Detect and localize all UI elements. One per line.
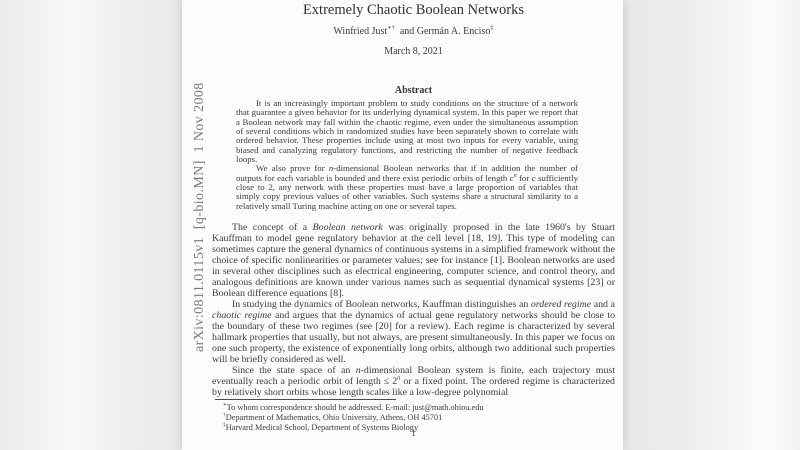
abstract-paragraph: We also prove for n-dimensional Boolean networks that if in addition the number of outputs for each variable is bounded and there exist periodic orbits of length $c^n$ for c sufficiently close to 2, any network with these properties must have a large proportion of variables that simply copy previous values of other variables. Such systems share a structural similarity to a relatively small Turing machine acting on one or several tapes. <box>236 163 578 211</box>
arxiv-watermark: arXiv:0811.0115v1 [q-bio.MN] 1 Nov 2008 <box>192 82 207 352</box>
abstract-heading: Abstract <box>394 85 433 96</box>
body-paragraph: Since the state space of an n-dimensional Boolean system is finite, each trajectory must eventually reach a periodic orbit of length ≤ $2^n$ or a fixed point. The ordered regime is characterized by relatively short orbits whose length scales like a low-degree polynomial <box>212 365 615 398</box>
page-number: 1 <box>411 429 416 439</box>
footnote-affiliation-1: †Department of Mathematics, Ohio University, Athens, OH 45701 <box>223 412 443 422</box>
footnote-rule <box>215 399 396 400</box>
paper-authors: Winfried Just∗† and Germán A. Enciso‡ <box>333 24 494 37</box>
body-paragraph: In studying the dynamics of Boolean networks, Kauffman distinguishes an ordered regime and a chaotic regime and argues that the dynamics of actual gene regulatory networks should be close to the boundary of these two regimes (see [20] for a review). Each regime is characterized by several hallmark properties that usually, but not always, are present simultaneously. In this paper we focus on one such property, the existence of exponentially long orbits, although two additional such properties will be briefly considered as well. <box>212 299 616 365</box>
paper-body <box>212 222 615 398</box>
abstract-body <box>236 99 578 211</box>
paper-title: Extremely Chaotic Boolean Networks <box>302 2 525 18</box>
abstract-paragraph: It is an increasingly important problem to study conditions on the structure of a network that guarantee a given behavior for its underlying dynamical system. In this paper we report that a Boolean network may fall within the chaotic regime, even under the simultaneous assumption of several conditions which in randomized studies have been separately shown to correlate with ordered behavior. These properties include using at most two inputs for every variable, using biased and canalyzing regulatory functions, and restricting the number of negative feedback loops. <box>236 98 578 165</box>
paper-page <box>182 0 623 450</box>
body-paragraph: The concept of a Boolean network was originally proposed in the late 1960's by Stuart Kauffman to model gene regulatory behavior at the cell level [18, 19]. This type of modeling can sometimes capture the general dynamics of continuous systems in a simplified framework without the choice of specific nonlinearities or parameter values; see for instance [1]. Boolean networks are used in several other disciplines such as electrical engineering, computer science, and control theory, and analogous definitions are known under various names such as sequential dynamical systems [23] or Boolean difference equations [8]. <box>212 222 615 299</box>
footnotes-block <box>212 403 615 432</box>
footnote-affiliation-2: ‡Harvard Medical School, Department of Systems Biology <box>223 421 419 432</box>
paper-date: March 8, 2021 <box>384 46 443 57</box>
footnote-correspondence: ∗To whom correspondence should be addressed. E-mail: just@math.ohiou.edu <box>223 402 484 412</box>
